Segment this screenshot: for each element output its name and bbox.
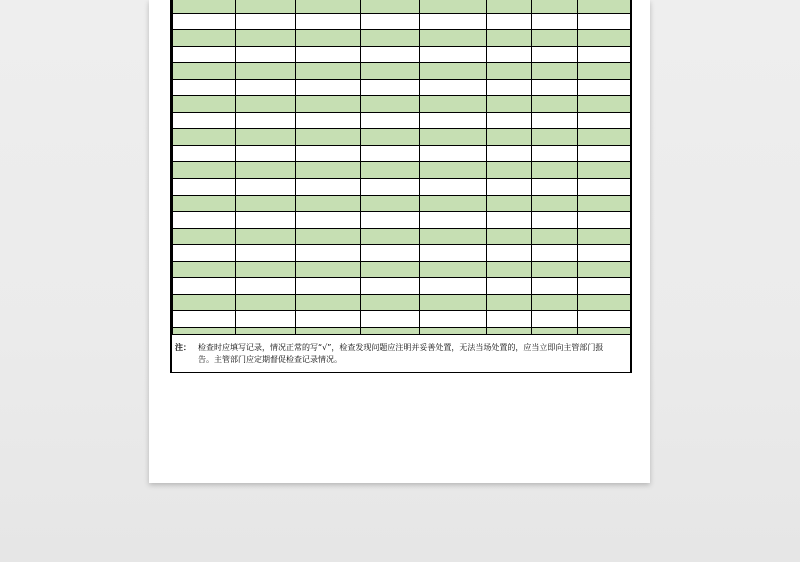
table-row <box>173 63 631 80</box>
table-cell[interactable] <box>361 129 420 146</box>
table-cell[interactable] <box>532 46 578 63</box>
table-cell[interactable] <box>532 294 578 311</box>
table-cell[interactable] <box>236 195 296 212</box>
table-cell[interactable] <box>420 112 487 129</box>
table-cell[interactable] <box>532 212 578 229</box>
table-cell[interactable] <box>361 13 420 30</box>
table-row <box>173 0 631 13</box>
table-cell[interactable] <box>296 195 361 212</box>
table-cell[interactable] <box>236 179 296 196</box>
table-row <box>173 96 631 113</box>
table-cell[interactable] <box>487 228 532 245</box>
table-cell[interactable] <box>296 145 361 162</box>
table-cell[interactable] <box>173 79 236 96</box>
table-cell[interactable] <box>532 228 578 245</box>
table-row <box>173 278 631 295</box>
table-cell[interactable] <box>578 145 631 162</box>
table-cell[interactable] <box>173 228 236 245</box>
table-cell[interactable] <box>236 145 296 162</box>
table-cell[interactable] <box>420 195 487 212</box>
table-cell[interactable] <box>296 311 361 328</box>
table-cell[interactable] <box>296 261 361 278</box>
table-cell[interactable] <box>173 278 236 295</box>
table-cell[interactable] <box>532 195 578 212</box>
table-row <box>173 245 631 262</box>
table-cell[interactable] <box>578 30 631 47</box>
table-cell[interactable] <box>487 96 532 113</box>
table-cell[interactable] <box>420 129 487 146</box>
table-cell[interactable] <box>487 79 532 96</box>
table-cell[interactable] <box>296 294 361 311</box>
footnote <box>172 334 630 372</box>
table-cell[interactable] <box>487 46 532 63</box>
table-cell[interactable] <box>420 162 487 179</box>
table-cell[interactable] <box>532 179 578 196</box>
table-cell[interactable] <box>487 63 532 80</box>
table-cell[interactable] <box>173 63 236 80</box>
table-cell[interactable] <box>420 261 487 278</box>
table-row <box>173 228 631 245</box>
table-cell[interactable] <box>236 46 296 63</box>
table-row <box>173 112 631 129</box>
table-cell[interactable] <box>236 294 296 311</box>
table-cell[interactable] <box>236 245 296 262</box>
table-cell[interactable] <box>296 245 361 262</box>
table-cell[interactable] <box>578 46 631 63</box>
table-cell[interactable] <box>236 212 296 229</box>
table-cell[interactable] <box>487 195 532 212</box>
table-cell[interactable] <box>578 129 631 146</box>
table-cell[interactable] <box>578 112 631 129</box>
table-cell[interactable] <box>532 0 578 13</box>
table-cell[interactable] <box>420 228 487 245</box>
table-cell[interactable] <box>578 162 631 179</box>
table-cell[interactable] <box>296 13 361 30</box>
table-cell[interactable] <box>532 162 578 179</box>
table-cell[interactable] <box>236 63 296 80</box>
table-cell[interactable] <box>236 112 296 129</box>
table-cell[interactable] <box>296 212 361 229</box>
table-cell[interactable] <box>420 145 487 162</box>
table-cell[interactable] <box>173 13 236 30</box>
table-cell[interactable] <box>296 63 361 80</box>
table-row <box>173 13 631 30</box>
table-cell[interactable] <box>296 0 361 13</box>
table-cell[interactable] <box>532 245 578 262</box>
table-cell[interactable] <box>420 63 487 80</box>
table-cell[interactable] <box>420 96 487 113</box>
table-cell[interactable] <box>487 245 532 262</box>
table-cell[interactable] <box>361 30 420 47</box>
table-cell[interactable] <box>420 13 487 30</box>
table-cell[interactable] <box>487 212 532 229</box>
table-cell[interactable] <box>236 261 296 278</box>
table-cell[interactable] <box>532 13 578 30</box>
table-cell[interactable] <box>487 294 532 311</box>
table-cell[interactable] <box>361 0 420 13</box>
table-cell[interactable] <box>173 129 236 146</box>
table-row <box>173 294 631 311</box>
table-cell[interactable] <box>236 30 296 47</box>
table-row <box>173 179 631 196</box>
table-row <box>173 30 631 47</box>
table-row <box>173 145 631 162</box>
table-cell[interactable] <box>532 79 578 96</box>
table-cell[interactable] <box>236 79 296 96</box>
table-cell[interactable] <box>173 46 236 63</box>
table-cell[interactable] <box>532 129 578 146</box>
table-cell[interactable] <box>420 294 487 311</box>
table-cell[interactable] <box>578 96 631 113</box>
record-table <box>172 0 631 344</box>
table-cell[interactable] <box>532 112 578 129</box>
table-cell[interactable] <box>361 63 420 80</box>
table-cell[interactable] <box>361 294 420 311</box>
table-cell[interactable] <box>296 228 361 245</box>
table-cell[interactable] <box>578 278 631 295</box>
table-cell[interactable] <box>296 162 361 179</box>
table-cell[interactable] <box>361 79 420 96</box>
table-cell[interactable] <box>578 0 631 13</box>
table-cell[interactable] <box>236 13 296 30</box>
table-cell[interactable] <box>173 212 236 229</box>
table-cell[interactable] <box>236 278 296 295</box>
table-cell[interactable] <box>487 311 532 328</box>
footnote-line-1: 检查时应填写记录，情况正常的写“√”，检查发现问题应注明并妥善处置，无法当场处置的，应当立即向主管部门报 <box>198 343 604 352</box>
table-row <box>173 261 631 278</box>
table-cell[interactable] <box>173 195 236 212</box>
table-cell[interactable] <box>173 162 236 179</box>
footnote-line-2: 告。主管部门应定期督促检查记录情况。 <box>198 355 342 364</box>
table-cell[interactable] <box>420 79 487 96</box>
table-cell[interactable] <box>487 145 532 162</box>
table-cell[interactable] <box>578 195 631 212</box>
table-cell[interactable] <box>578 228 631 245</box>
table-cell[interactable] <box>578 261 631 278</box>
table-cell[interactable] <box>361 228 420 245</box>
table-row <box>173 46 631 63</box>
table-cell[interactable] <box>361 46 420 63</box>
table-cell[interactable] <box>487 129 532 146</box>
table-cell[interactable] <box>173 311 236 328</box>
table-cell[interactable] <box>361 311 420 328</box>
table-cell[interactable] <box>296 179 361 196</box>
table-cell[interactable] <box>487 261 532 278</box>
table-cell[interactable] <box>361 261 420 278</box>
inspection-record-sheet <box>170 0 632 373</box>
table-cell[interactable] <box>296 112 361 129</box>
table-cell[interactable] <box>173 245 236 262</box>
table-cell[interactable] <box>578 245 631 262</box>
table-cell[interactable] <box>578 212 631 229</box>
table-cell[interactable] <box>173 30 236 47</box>
table-cell[interactable] <box>532 30 578 47</box>
table-cell[interactable] <box>487 278 532 295</box>
table-cell[interactable] <box>487 13 532 30</box>
table-cell[interactable] <box>532 261 578 278</box>
table-cell[interactable] <box>578 294 631 311</box>
table-row <box>173 162 631 179</box>
table-cell[interactable] <box>420 311 487 328</box>
table-cell[interactable] <box>173 261 236 278</box>
table-row <box>173 195 631 212</box>
table-cell[interactable] <box>296 46 361 63</box>
table-cell[interactable] <box>296 129 361 146</box>
table-cell[interactable] <box>420 179 487 196</box>
table-cell[interactable] <box>532 63 578 80</box>
record-table-body <box>173 0 631 344</box>
table-cell[interactable] <box>532 145 578 162</box>
table-cell[interactable] <box>420 30 487 47</box>
table-cell[interactable] <box>173 0 236 13</box>
table-cell[interactable] <box>173 112 236 129</box>
table-row <box>173 79 631 96</box>
table-cell[interactable] <box>487 162 532 179</box>
table-cell[interactable] <box>532 311 578 328</box>
table-cell[interactable] <box>578 63 631 80</box>
table-cell[interactable] <box>236 228 296 245</box>
table-cell[interactable] <box>578 179 631 196</box>
table-cell[interactable] <box>173 294 236 311</box>
table-cell[interactable] <box>361 179 420 196</box>
table-cell[interactable] <box>361 112 420 129</box>
table-cell[interactable] <box>532 96 578 113</box>
table-cell[interactable] <box>578 311 631 328</box>
table-cell[interactable] <box>236 311 296 328</box>
table-cell[interactable] <box>296 30 361 47</box>
table-cell[interactable] <box>236 162 296 179</box>
table-cell[interactable] <box>361 212 420 229</box>
table-cell[interactable] <box>578 79 631 96</box>
table-cell[interactable] <box>296 96 361 113</box>
table-row <box>173 212 631 229</box>
table-cell[interactable] <box>420 0 487 13</box>
table-cell[interactable] <box>578 13 631 30</box>
table-cell[interactable] <box>236 96 296 113</box>
table-cell[interactable] <box>236 0 296 13</box>
table-cell[interactable] <box>236 129 296 146</box>
table-cell[interactable] <box>361 195 420 212</box>
table-cell[interactable] <box>361 145 420 162</box>
table-cell[interactable] <box>173 96 236 113</box>
table-cell[interactable] <box>487 0 532 13</box>
table-cell[interactable] <box>361 96 420 113</box>
table-cell[interactable] <box>173 145 236 162</box>
table-cell[interactable] <box>487 30 532 47</box>
table-cell[interactable] <box>487 179 532 196</box>
table-cell[interactable] <box>361 162 420 179</box>
table-cell[interactable] <box>487 112 532 129</box>
table-cell[interactable] <box>361 278 420 295</box>
table-cell[interactable] <box>532 278 578 295</box>
table-cell[interactable] <box>420 46 487 63</box>
footnote-label: 注： <box>175 343 191 352</box>
table-cell[interactable] <box>173 179 236 196</box>
table-row <box>173 129 631 146</box>
table-row <box>173 311 631 328</box>
table-cell[interactable] <box>420 278 487 295</box>
table-cell[interactable] <box>420 245 487 262</box>
table-cell[interactable] <box>420 212 487 229</box>
table-cell[interactable] <box>296 278 361 295</box>
table-cell[interactable] <box>296 79 361 96</box>
table-cell[interactable] <box>361 245 420 262</box>
